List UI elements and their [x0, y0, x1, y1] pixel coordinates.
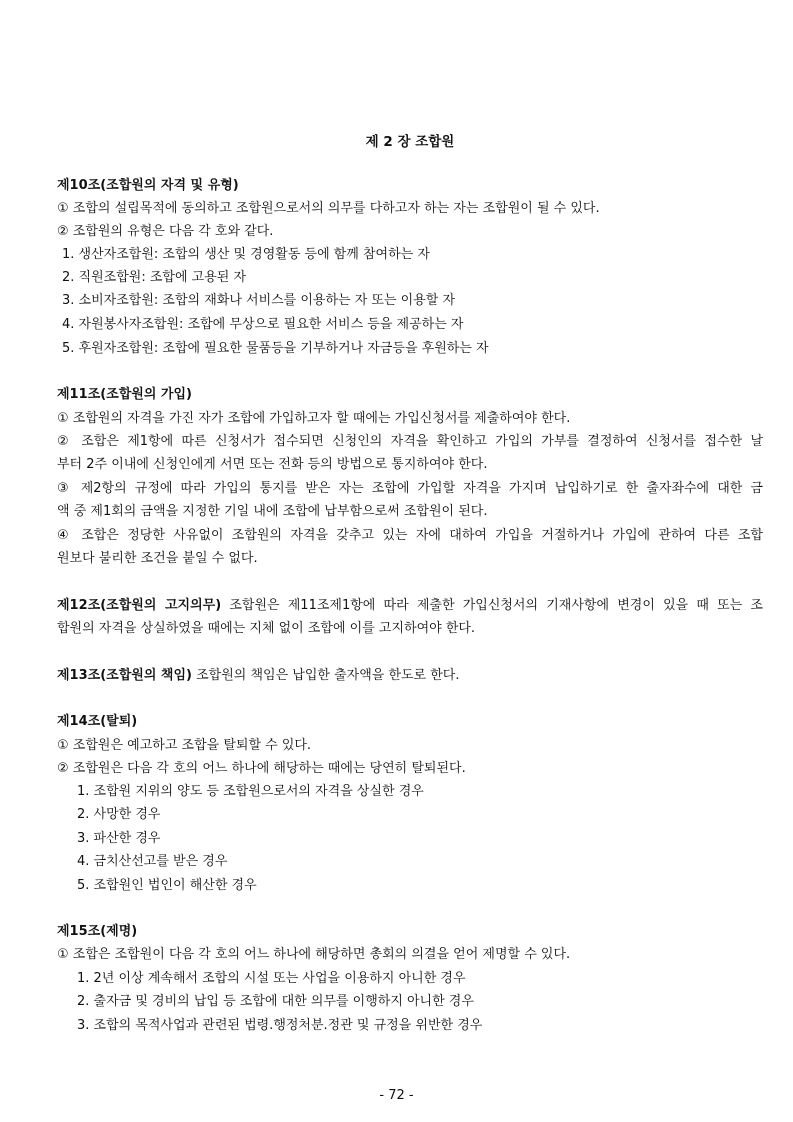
article-12-heading: 제12조(조합원의 고지의무) — [57, 598, 222, 613]
article-13-line — [57, 667, 763, 685]
article-15-paragraph-1: ① 조합은 조합원이 다음 각 호의 어느 하나에 해당하면 총회의 의결을 얻어 제명할 수 있다. — [57, 947, 571, 962]
article-10-paragraph-2: ② 조합원의 유형은 다음 각 호와 같다. — [57, 224, 274, 239]
article-14-item: 3. 파산한 경우 — [77, 831, 161, 846]
article-15-heading: 제15조(제명) — [57, 924, 138, 939]
article-14-item: 2. 사망한 경우 — [77, 807, 161, 822]
article-11-line-6: ④ 조합은 정당한 사유없이 조합원의 자격을 갖추고 있는 자에 대하여 가입을 거절하거나 가입에 관하여 다른 조합 — [57, 528, 763, 543]
article-15-item: 2. 출자금 및 경비의 납입 등 조합에 대한 의무를 이행하지 아니한 경우 — [77, 994, 474, 1009]
article-15-item: 1. 2년 이상 계속해서 조합의 시설 또는 사업을 이용하지 아니한 경우 — [77, 971, 466, 986]
article-10-item: 4. 자원봉사자조합원: 조합에 무상으로 필요한 서비스 등을 제공하는 자 — [62, 317, 464, 332]
article-10-paragraph-1: ① 조합의 설립목적에 동의하고 조합원으로서의 의무를 다하고자 하는 자는 조합원이 될 수 있다. — [57, 201, 600, 216]
article-14-item: 1. 조합원 지위의 양도 등 조합원으로서의 자격을 상실한 경우 — [77, 784, 424, 799]
article-11-heading: 제11조(조합원의 가입) — [57, 387, 192, 402]
article-14-item: 4. 금치산선고를 받은 경우 — [77, 854, 228, 869]
page-number: - 72 - — [379, 1088, 414, 1103]
article-14-paragraph-1: ① 조합원은 예고하고 조합을 탈퇴할 수 있다. — [57, 738, 312, 753]
article-11-line-5: 액 중 제1회의 금액을 지정한 기일 내에 조합에 납부함으로써 조합원이 된다. — [57, 504, 488, 519]
article-11-line-3: 부터 2주 이내에 신청인에게 서면 또는 전화 등의 방법으로 통지하여야 한다. — [57, 457, 488, 472]
article-10-item: 5. 후원자조합원: 조합에 필요한 물품등을 기부하거나 자금등을 후원하는 자 — [62, 341, 489, 356]
article-12-line-2: 합원의 자격을 상실하였을 때에는 지체 없이 조합에 이를 고지하여야 한다. — [57, 621, 476, 636]
article-14-heading: 제14조(탈퇴) — [57, 714, 138, 729]
article-10-item: 3. 소비자조합원: 조합의 재화나 서비스를 이용하는 자 또는 이용할 자 — [62, 293, 456, 308]
article-11-line-4: ③ 제2항의 규정에 따라 가입의 통지를 받은 자는 조합에 가입할 자격을 가지며 납입하기로 한 출자좌수에 대한 금 — [57, 481, 763, 496]
article-10-item: 1. 생산자조합원: 조합의 생산 및 경영활동 등에 함께 참여하는 자 — [62, 247, 430, 262]
article-14-item: 5. 조합원인 법인이 해산한 경우 — [77, 878, 257, 893]
article-15-item: 3. 조합의 목적사업과 관련된 법령.행정처분.정관 및 규정을 위반한 경우 — [77, 1018, 483, 1033]
article-13-heading: 제13조(조합원의 책임) — [57, 668, 192, 683]
article-11-line-2: ② 조합은 제1항에 따른 신청서가 접수되면 신청인의 자격을 확인하고 가입의 가부를 결정하여 신청서를 접수한 날 — [57, 434, 763, 449]
article-12-line-1 — [57, 597, 763, 615]
article-11-line-7: 원보다 불리한 조건을 붙일 수 없다. — [57, 551, 258, 566]
article-13-text: 조합원의 책임은 납입한 출자액을 한도로 한다. — [191, 668, 460, 683]
article-10-heading: 제10조(조합원의 자격 및 유형) — [57, 178, 239, 193]
article-14-paragraph-2: ② 조합원은 다음 각 호의 어느 하나에 해당하는 때에는 당연히 탈퇴된다. — [57, 761, 466, 776]
article-12-text: 조합원은 제11조제1항에 따라 제출한 가입신청서의 기재사항에 변경이 있을 때 또는 조 — [221, 598, 763, 613]
article-10-item: 2. 직원조합원: 조합에 고용된 자 — [62, 270, 247, 285]
article-11-line-1: ① 조합원의 자격을 가진 자가 조합에 가입하고자 할 때에는 가입신청서를 제출하여야 한다. — [57, 411, 571, 426]
chapter-title: 제 2 장 조합원 — [365, 134, 455, 150]
